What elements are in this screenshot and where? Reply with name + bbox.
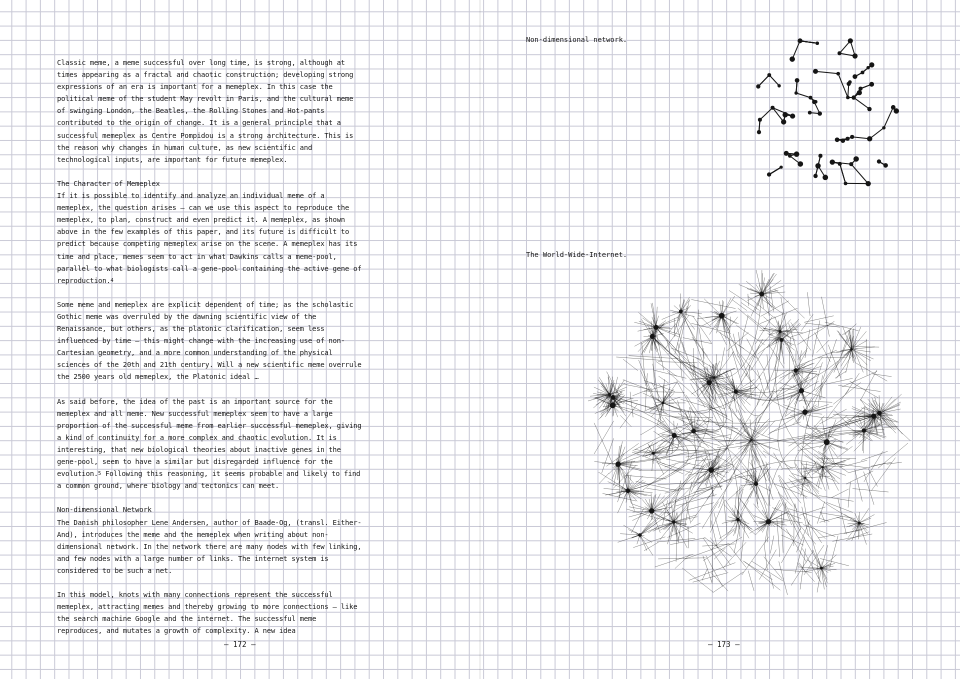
paragraph-past-idea-text: As said before, the idea of the past is an important source for the memeplex and all meme. New successful memeplex seem to have a large proportion of the successful meme from earlier successful memeplex, giving a kind of continuity for a more complex and chaotic evolution. It is interesting, that new biological theories about inactive genes in the gene-pool, seem to have a similar but disregarded influence for the evolution. <box>57 397 362 479</box>
body-text-column <box>57 57 362 638</box>
caption-non-dimensional-network: Non-dimensional network. <box>526 36 628 44</box>
paragraph-model: In this model, knots with many connections represent the successful memeplex, attracting memes and thereby growing to more connections — like the search machine Google and the internet. The successful meme reproduces, and mutates a growth of complexity. A new idea <box>57 591 358 636</box>
footnote-ref-4[interactable]: 4 <box>110 277 114 284</box>
page-number-left: – 172 – <box>224 640 256 649</box>
heading-character-of-memeplex: The Character of Memeplex <box>57 179 160 188</box>
paragraph-time-dependence: Some meme and memeplex are explicit dependent of time; as the scholastic Gothic meme was overruled by the dawning scientific view of the Renaissance, but others, as the platonic clarification, seem less influenced by time — this might change with the increasing use of non-Cartesian geometry, and a more common understanding of the physical sciences of the 20th and 21th century. Will a new scientific meme overrule the 2500 years old memeplex, the Platonic ideal … <box>57 300 362 382</box>
paragraph-character-text: If it is possible to identify and analyze an individual meme of a memeplex, the question arises — can we use this aspect to reproduce the memeplex, to plan, construct and even predict it. A memeplex, as shown above in the few examples of this paper, and its future is difficult to predict because competing memeplex arise on the scene. A memeplex has its time and place, memes seem to act in what Dawkins calls a meme-pool, parallel to what biologists call a gene-pool containing the active gene of reproduction. <box>57 192 362 285</box>
world-wide-internet-figure <box>586 268 916 613</box>
right-page <box>481 0 960 679</box>
heading-non-dimensional-network: Non-dimensional Network <box>57 506 152 515</box>
paragraph-character <box>57 190 362 287</box>
footnote-ref-5[interactable]: 5 <box>98 471 102 478</box>
paragraph-classic-meme: Classic meme, a meme successful over long time, is strong, although at times appearing as a fractal and chaotic construction; developing strong expressions of an era is important for a memeplex. In this case the political meme of the student May revolt in Paris, and the cultural meme of swinging London, the Beatles, the Rolling Stones and Hot-pants contributed to the origin of change. It is a general principle that a successful memeplex as Centre Pompidou is a strong architecture. This is the reason why changes in human culture, as new scientific and technological inputs, are important for future memeplex. <box>57 59 354 164</box>
caption-world-wide-internet: The World-Wide-Internet. <box>526 251 628 259</box>
paragraph-lene-andersen: The Danish philosopher Lene Andersen, author of Baade-Og, (transl. Either-And), introduces the meme and the memeplex when writing about non-dimensional network. In the network there are many nodes with few linking, and few nodes with a large number of links. The internet system is considered to be such a net. <box>57 518 362 575</box>
paragraph-past-idea <box>57 396 362 493</box>
paragraph-past-idea-tail: Following this reasoning, it seems probable and likely to find a common ground, where biology and tectonics can meet. <box>57 470 361 491</box>
non-dimensional-network-figure <box>751 34 903 190</box>
page-number-right: – 173 – <box>708 640 740 649</box>
